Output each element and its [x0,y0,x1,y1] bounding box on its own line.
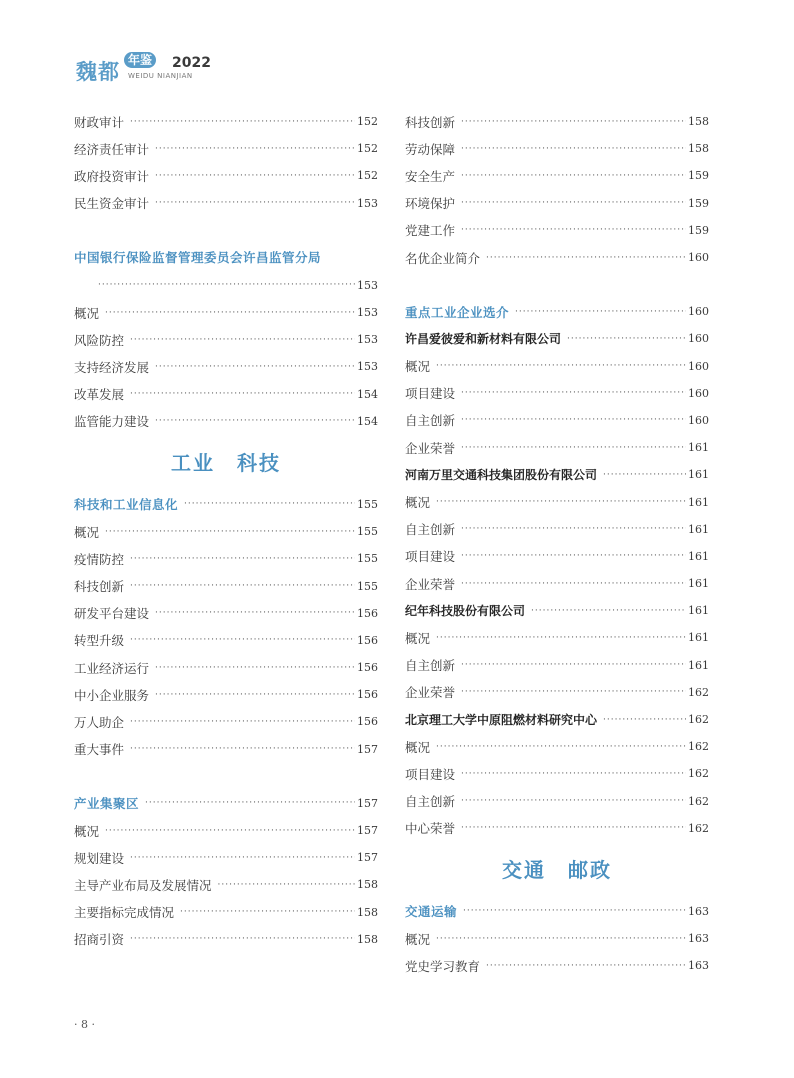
toc-entry-page: 156 [357,688,378,702]
dot-leader [130,744,355,754]
toc-entry-page: 161 [688,522,709,536]
toc-entry[interactable] [405,624,709,651]
yearbook-year: 2022 [172,55,211,71]
toc-entry-page: 155 [357,579,378,593]
toc-entry[interactable] [405,760,709,787]
toc-entry[interactable] [405,815,709,842]
dot-leader [461,769,686,779]
section-title-transport-postal [405,842,709,898]
dot-leader [486,961,686,971]
toc-company[interactable] [405,461,709,488]
dot-leader [461,823,686,833]
toc-entry-page: 157 [357,824,378,838]
dot-leader [155,663,355,673]
toc-entry-label: 主要指标完成情况 [74,905,175,921]
toc-category-label: 重点工业企业选介 [405,304,510,320]
toc-entry-label: 企业荣誉 [405,576,456,592]
toc-entry[interactable] [405,788,709,815]
page-number: · 8 · [74,1018,95,1031]
toc-entry-label: 概况 [74,823,100,839]
yearbook-logo: 魏都 [76,59,120,84]
dot-leader [130,389,355,399]
toc-entry-page: 154 [357,414,378,428]
toc-entry[interactable] [74,162,378,189]
toc-entry[interactable] [405,952,709,979]
toc-entry-label: 转型升级 [74,633,125,649]
toc-entry-label: 招商引资 [74,932,125,948]
dot-leader [603,470,686,480]
toc-entry[interactable] [74,572,378,599]
section-title-part: 工业 [171,450,215,475]
toc-entry-label: 重大事件 [74,742,125,758]
toc-entry[interactable] [405,570,709,597]
toc-entry-page: 155 [357,497,378,511]
toc-entry-label: 概况 [405,739,431,755]
toc-entry-label: 劳动保障 [405,141,456,157]
dot-leader [486,253,686,263]
dot-leader [155,144,355,154]
yearbook-header [72,50,272,84]
toc-entry-label: 项目建设 [405,386,456,402]
toc-entry[interactable] [405,925,709,952]
toc-entry-label: 项目建设 [405,549,456,565]
toc-entry[interactable] [74,545,378,572]
toc-entry[interactable] [74,844,378,871]
toc-entry-page: 157 [357,742,378,756]
yearbook-logo-badge: 年鉴 [124,52,156,68]
toc-entry-page: 161 [688,658,709,672]
toc-entry[interactable] [74,817,378,844]
toc-entry-page: 161 [688,631,709,645]
dot-leader [155,362,355,372]
toc-entry-label: 自主创新 [405,522,456,538]
toc-entry-label: 工业经济运行 [74,660,150,676]
toc-entry-page: 152 [357,169,378,183]
toc-category[interactable] [74,491,378,518]
toc-entry[interactable] [74,299,378,326]
dot-leader [436,633,686,643]
toc-entry[interactable] [405,434,709,461]
dot-leader [155,198,355,208]
toc-entry[interactable] [74,627,378,654]
toc-entry[interactable] [405,543,709,570]
toc-entry-page: 163 [688,959,709,973]
toc-entry-page: 158 [357,878,378,892]
toc-entry[interactable] [74,353,378,380]
toc-entry[interactable] [74,326,378,353]
dot-leader [180,907,355,917]
toc-entry[interactable] [405,488,709,515]
toc-entry-label: 监管能力建设 [74,414,150,430]
toc-left-column [74,108,378,953]
toc-entry-page: 153 [357,333,378,347]
dot-leader [98,280,355,290]
toc-entry[interactable] [74,600,378,627]
toc-entry-label: 企业荣誉 [405,440,456,456]
dot-leader [461,524,686,534]
toc-entry-label: 规划建设 [74,850,125,866]
toc-entry-label: 万人助企 [74,714,125,730]
toc-company[interactable] [405,706,709,733]
toc-entry-page: 162 [688,713,709,727]
toc-entry-page: 159 [688,169,709,183]
dot-leader [461,144,686,154]
toc-entry[interactable] [405,217,709,244]
toc-entry-page: 162 [688,740,709,754]
dot-leader [603,715,686,725]
toc-entry-label: 名优企业简介 [405,250,481,266]
toc-entry[interactable] [405,353,709,380]
dot-leader [130,117,355,127]
toc-entry-page: 157 [357,851,378,865]
toc-entry-label: 安全生产 [405,168,456,184]
toc-entry-page: 156 [357,715,378,729]
dot-leader [184,499,355,509]
toc-entry-page: 158 [688,142,709,156]
toc-entry-label: 概况 [405,495,431,511]
toc-entry-page: 156 [357,606,378,620]
spacer [74,217,378,244]
toc-entry-label: 党史学习教育 [405,958,481,974]
toc-category-continuation[interactable] [74,272,378,299]
toc-entry-label: 概况 [405,630,431,646]
toc-entry-page: 160 [688,413,709,427]
dot-leader [461,171,686,181]
toc-entry-label: 科技创新 [405,114,456,130]
dot-leader [461,551,686,561]
toc-entry-page: 162 [688,794,709,808]
toc-entry-label: 经济责任审计 [74,141,150,157]
toc-entry-page: 159 [688,223,709,237]
dot-leader [436,742,686,752]
toc-entry-label: 自主创新 [405,658,456,674]
toc-entry-page: 156 [357,633,378,647]
toc-entry-page: 153 [357,196,378,210]
toc-entry-label: 财政审计 [74,114,125,130]
dot-leader [105,826,355,836]
toc-entry-page: 160 [688,359,709,373]
toc-entry-page: 159 [688,196,709,210]
dot-leader [105,308,355,318]
toc-entry-page: 161 [688,495,709,509]
toc-entry-page: 160 [688,251,709,265]
dot-leader [515,307,686,317]
dot-leader [218,880,355,890]
toc-category-label: 产业集聚区 [74,796,140,812]
toc-entry-page: 162 [688,821,709,835]
toc-entry-page: 152 [357,142,378,156]
toc-entry-page: 154 [357,387,378,401]
toc-entry-page: 152 [357,115,378,129]
toc-entry-label: 主导产业布局及发展情况 [74,877,212,893]
dot-leader [461,117,686,127]
spacer [74,763,378,790]
toc-entry[interactable] [74,408,378,435]
dot-leader [461,660,686,670]
toc-category[interactable] [405,898,709,925]
toc-company-label: 河南万里交通科技集团股份有限公司 [405,468,598,483]
dot-leader [130,554,355,564]
toc-category[interactable] [405,298,709,325]
toc-entry-page: 156 [357,661,378,675]
toc-entry-label: 概况 [74,305,100,321]
toc-category[interactable] [74,790,378,817]
dot-leader [461,796,686,806]
dot-leader [155,690,355,700]
toc-entry[interactable] [405,135,709,162]
dot-leader [461,443,686,453]
toc-entry-page: 160 [688,305,709,319]
toc-entry-page: 158 [357,905,378,919]
toc-entry-page: 162 [688,767,709,781]
toc-entry-page: 161 [688,468,709,482]
toc-company[interactable] [405,597,709,624]
toc-entry-page: 160 [688,332,709,346]
dot-leader [461,198,686,208]
dot-leader [461,687,686,697]
dot-leader [155,171,355,181]
dot-leader [461,388,686,398]
toc-entry-page: 161 [688,604,709,618]
toc-entry-page: 155 [357,552,378,566]
toc-entry[interactable] [405,733,709,760]
dot-leader [436,934,686,944]
section-title-part: 交通 [502,857,546,882]
toc-entry-label: 自主创新 [405,794,456,810]
toc-company-label: 纪年科技股份有限公司 [405,604,526,619]
dot-leader [155,608,355,618]
toc-entry-label: 支持经济发展 [74,359,150,375]
dot-leader [461,225,686,235]
toc-entry-label: 党建工作 [405,223,456,239]
toc-entry-label: 中小企业服务 [74,687,150,703]
toc-entry-label: 改革发展 [74,387,125,403]
dot-leader [531,606,686,616]
dot-leader [461,579,686,589]
toc-entry-label: 自主创新 [405,413,456,429]
toc-entry[interactable] [405,380,709,407]
spacer [405,271,709,298]
toc-entry[interactable] [405,679,709,706]
toc-entry-page: 161 [688,441,709,455]
section-title-part: 科技 [237,450,281,475]
toc-entry-label: 中心荣誉 [405,821,456,837]
toc-entry[interactable] [405,108,709,135]
toc-entry-page: 153 [357,306,378,320]
toc-entry-page: 157 [357,796,378,810]
toc-company-label: 北京理工大学中原阻燃材料研究中心 [405,713,598,728]
toc-entry[interactable] [74,135,378,162]
toc-entry-label: 风险防控 [74,332,125,348]
toc-entry-label: 环境保护 [405,196,456,212]
dot-leader [130,335,355,345]
dot-leader [105,527,355,537]
dot-leader [155,416,355,426]
toc-entry-page: 153 [357,278,378,292]
toc-entry[interactable] [74,681,378,708]
toc-entry-label: 疫情防控 [74,551,125,567]
toc-entry-page: 153 [357,360,378,374]
toc-entry-page: 158 [688,115,709,129]
toc-entry[interactable] [74,736,378,763]
dot-leader [130,717,355,727]
toc-entry-label: 企业荣誉 [405,685,456,701]
toc-entry-page: 163 [688,904,709,918]
toc-entry[interactable] [74,708,378,735]
toc-entry-page: 163 [688,932,709,946]
toc-right-column [405,108,709,979]
toc-entry[interactable] [405,407,709,434]
toc-entry-label: 概况 [405,359,431,375]
yearbook-subtitle: WEIDU NIANJIAN [128,72,193,80]
toc-entry-page: 161 [688,577,709,591]
toc-entry[interactable] [74,108,378,135]
toc-entry[interactable] [74,899,378,926]
toc-entry[interactable] [74,381,378,408]
toc-entry-page: 160 [688,386,709,400]
toc-entry[interactable] [405,162,709,189]
toc-entry-label: 民生资金审计 [74,196,150,212]
toc-company[interactable] [405,325,709,352]
toc-entry[interactable] [405,244,709,271]
section-title-industry-technology [74,435,378,491]
dot-leader [130,581,355,591]
toc-entry-page: 158 [357,932,378,946]
dot-leader [436,497,686,507]
toc-entry-label: 项目建设 [405,766,456,782]
toc-entry-page: 155 [357,525,378,539]
toc-entry[interactable] [74,518,378,545]
section-title-part: 邮政 [568,857,612,882]
toc-entry[interactable] [405,190,709,217]
dot-leader [436,361,686,371]
toc-entry-label: 概况 [74,524,100,540]
toc-entry-page: 161 [688,549,709,563]
toc-company-label: 许昌爱彼爱和新材料有限公司 [405,332,562,347]
dot-leader [130,934,355,944]
toc-entry[interactable] [74,871,378,898]
toc-entry-label: 政府投资审计 [74,168,150,184]
toc-entry[interactable] [74,926,378,953]
toc-category-label: 交通运输 [405,904,458,920]
toc-entry[interactable] [74,190,378,217]
toc-entry[interactable] [405,652,709,679]
toc-entry-label: 科技创新 [74,579,125,595]
toc-entry-label: 概况 [405,931,431,947]
dot-leader [130,853,355,863]
dot-leader [130,635,355,645]
dot-leader [463,906,686,916]
dot-leader [461,415,686,425]
toc-entry[interactable] [74,654,378,681]
toc-category-label: 科技和工业信息化 [74,497,179,513]
dot-leader [145,798,355,808]
dot-leader [567,334,686,344]
toc-entry-page: 162 [688,685,709,699]
toc-entry[interactable] [405,516,709,543]
toc-entry-label: 研发平台建设 [74,606,150,622]
toc-category-bank-regulation[interactable]: 中国银行保险监督管理委员会许昌监管分局 [74,249,322,265]
